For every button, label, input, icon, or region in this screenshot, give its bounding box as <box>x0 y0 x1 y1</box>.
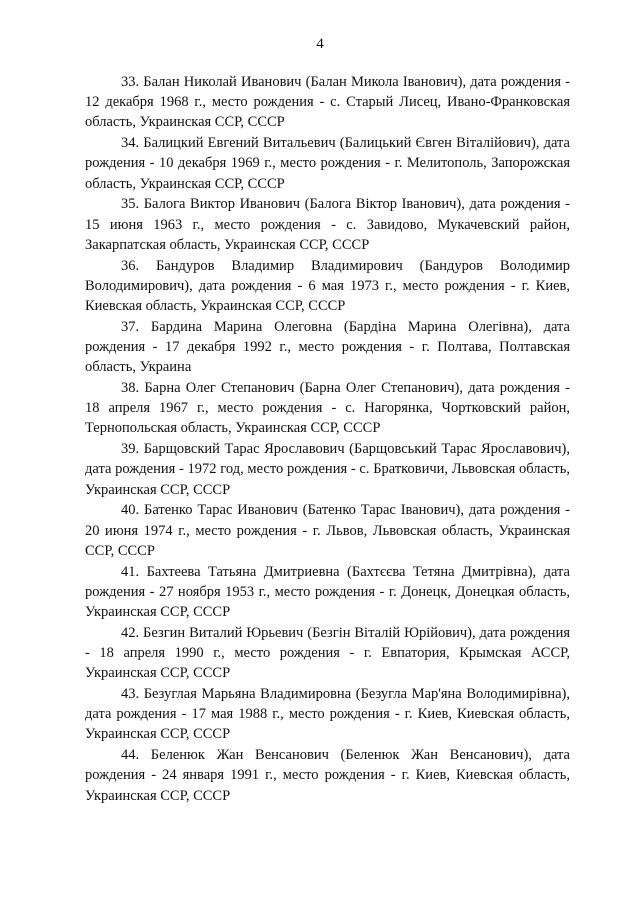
entry-34: 34. Балицкий Евгений Витальевич (Балицький Євген Віталійович), дата рождения - 10 декабря 1969 г., место рождения - г. Мелитополь, Запорожская область, Украинская ССР, СССР <box>85 135 570 192</box>
entry-41: 41. Бахтеева Татьяна Дмитриевна (Бахтєєва Тетяна Дмитрівна), дата рождения - 27 ноября 1953 г., место рождения - г. Донецк, Донецкая область, Украинская ССР, СССР <box>85 563 570 621</box>
entry-36: 36. Бандуров Владимир Владимирович (Бандуров Володимир Володимирович), дата рождения - 6 мая 1973 г., место рождения - г. Киев, Киевская область, Украинская ССР, СССР <box>85 257 570 315</box>
entry-37: 37. Бардина Марина Олеговна (Бардіна Марина Олегівна), дата рождения - 17 декабря 1992 г., место рождения - г. Полтава, Полтавская область, Украина <box>85 318 570 376</box>
entry-44: 44. Беленюк Жан Венсанович (Беленюк Жан Венсанович), дата рождения - 24 января 1991 г., место рождения - г. Киев, Киевская область, Украинская ССР, СССР <box>85 747 570 804</box>
entry-39: 39. Барщовский Тарас Ярославович (Барщовський Тарас Ярославович), дата рождения - 1972 год, место рождения - с. Братковичи, Львовская область, Украинская ССР, СССР <box>85 441 570 498</box>
entry-35: 35. Балога Виктор Иванович (Балога Віктор Іванович), дата рождения - 15 июня 1963 г., место рождения - с. Завидово, Мукачевский район, Закарпатская область, Украинская ССР, СССР <box>85 196 570 253</box>
entry-42: 42. Безгин Виталий Юрьевич (Безгін Віталій Юрійович), дата рождения - 18 апреля 1990 г., место рождения - г. Евпатория, Крымская АССР, Украинская ССР, СССР <box>85 624 570 682</box>
entry-list <box>85 72 570 806</box>
page-number: 4 <box>316 36 324 52</box>
entry-43: 43. Безуглая Марьяна Владимировна (Безугла Мар'яна Володимирівна), дата рождения - 17 мая 1988 г., место рождения - г. Киев, Киевская область, Украинская ССР, СССР <box>85 686 570 743</box>
entry-38: 38. Барна Олег Степанович (Барна Олег Степанович), дата рождения - 18 апреля 1967 г., место рождения - с. Нагорянка, Чортковский район, Тернопольская область, Украинская ССР, СССР <box>85 380 570 437</box>
entry-40: 40. Батенко Тарас Иванович (Батенко Тарас Іванович), дата рождения - 20 июня 1974 г., место рождения - г. Львов, Львовская область, Украинская ССР, СССР <box>85 502 570 559</box>
entry-33: 33. Балан Николай Иванович (Балан Микола Іванович), дата рождения - 12 декабря 1968 г., место рождения - с. Старый Лисец, Ивано-Франковская область, Украинская ССР, СССР <box>85 74 570 131</box>
